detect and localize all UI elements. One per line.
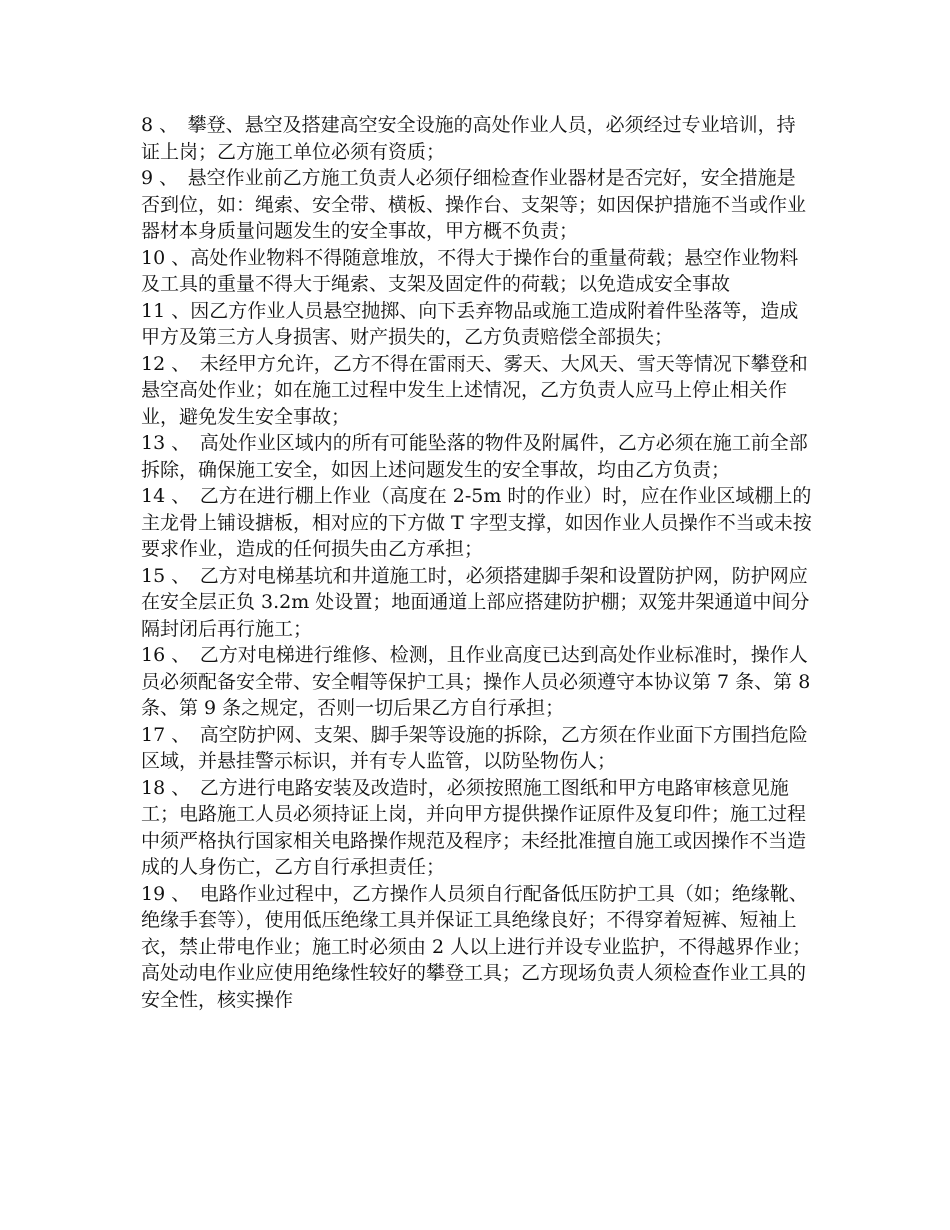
clause-9: 9 、 悬空作业前乙方施工负责人必须仔细检查作业器材是否完好，安全措施是否到位，如：绳索、安全带、横板、操作台、支架等；如因保护措施不当或作业器材本身质量问题发生的安全事故，甲方概不负责；	[141, 167, 807, 242]
clause-8: 8 、 攀登、悬空及搭建高空安全设施的高处作业人员，必须经过专业培训，持证上岗；乙方施工单位必须有资质；	[141, 114, 796, 163]
clause-17: 17 、 高空防护网、支架、脚手架等设施的拆除，乙方须在作业面下方围挡危险区域，并悬挂警示标识，并有专人监管，以防坠物伤人；	[141, 723, 808, 772]
clause-13: 13 、 高处作业区域内的所有可能坠落的物件及附属件，乙方必须在施工前全部拆除，确保施工安全，如因上述问题发生的安全事故，均由乙方负责；	[141, 432, 808, 481]
clause-12: 12 、 未经甲方允许，乙方不得在雷雨天、雾天、大风天、雪天等情况下攀登和悬空高处作业；如在施工过程中发生上述情况，乙方负责人应马上停止相关作业，避免发生安全事故；	[141, 352, 808, 428]
document-body	[141, 112, 813, 1013]
clause-16: 16 、 乙方对电梯进行维修、检测，且作业高度已达到高处作业标准时，操作人员必须配备安全带、安全帽等保护工具；操作人员必须遵守本协议第 7 条、第 8 条、第 9 条之规定，否则一切后果乙方自行承担；	[141, 644, 811, 719]
clause-15: 15 、 乙方对电梯基坑和井道施工时，必须搭建脚手架和设置防护网，防护网应在安全层正负 3.2m 处设置；地面通道上部应搭建防护棚；双笼井架通道中间分隔封闭后再行施工；	[141, 564, 810, 640]
clause-18: 18 、 乙方进行电路安装及改造时，必须按照施工图纸和甲方电路审核意见施工；电路施工人员必须持证上岗，并向甲方提供操作证原件及复印件；施工过程中须严格执行国家相关电路操作规范及程序；未经批准擅自施工或因操作不当造成的人身伤亡，乙方自行承担责任；	[141, 776, 807, 878]
clause-14: 14 、 乙方在进行棚上作业（高度在 2-5m 时的作业）时，应在作业区域棚上的主龙骨上铺设搪板，相对应的下方做 T 字型支撑，如因作业人员操作不当或未按要求作业，造成的任何损失由乙方承担；	[141, 485, 812, 560]
clause-10: 10 、高处作业物料不得随意堆放，不得大于操作台的重量荷载；悬空作业物料及工具的重量不得大于绳索、支架及固定件的荷载；以免造成安全事故	[141, 246, 799, 295]
clause-19: 19 、 电路作业过程中，乙方操作人员须自行配备低压防护工具（如；绝缘靴、绝缘手套等），使用低压绝缘工具并保证工具绝缘良好；不得穿着短裤、短袖上衣，禁止带电作业；施工时必须由 2 人以上进行并设专业监护，不得越界作业；高处动电作业应使用绝缘性较好的攀登工具；乙方现场负责人须检查作业工具的安全性，核实操作	[141, 882, 812, 1011]
clause-11: 11 、因乙方作业人员悬空抛掷、向下丢弃物品或施工造成附着件坠落等，造成甲方及第三方人身损害、财产损失的，乙方负责赔偿全部损失；	[141, 299, 799, 348]
